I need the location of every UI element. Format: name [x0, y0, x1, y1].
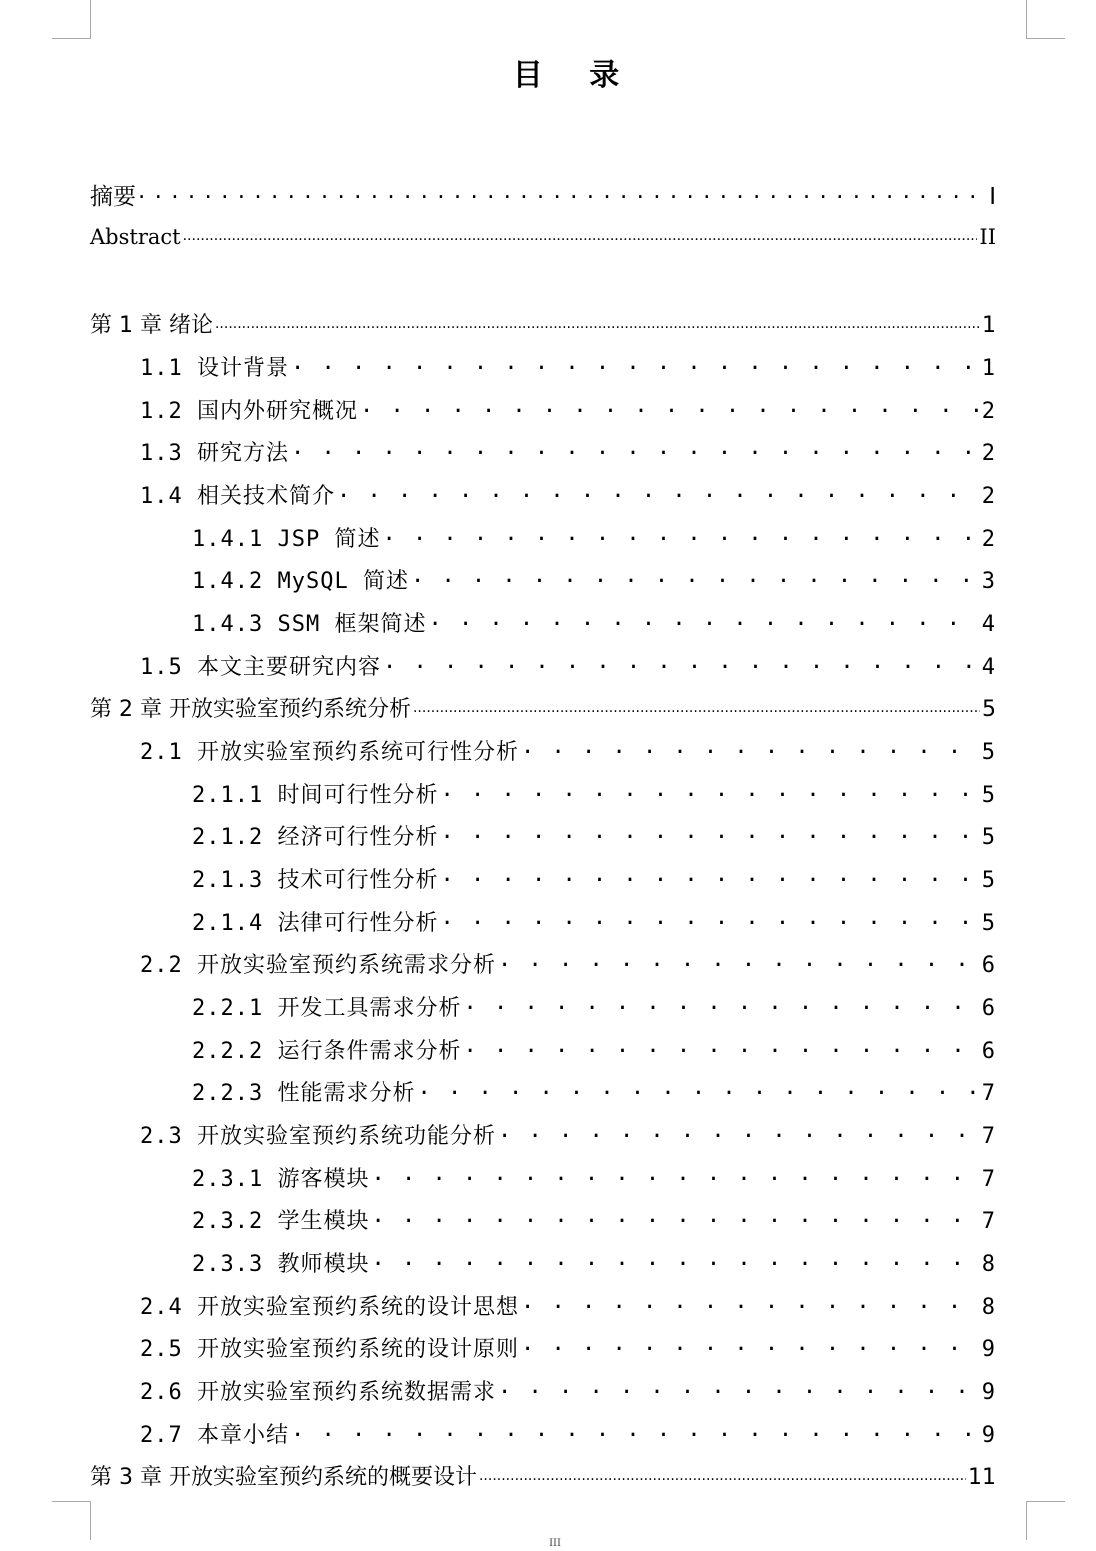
toc-entry-page: 2 [981, 527, 996, 552]
toc-entry-page: 6 [981, 996, 996, 1021]
toc-entry-label: 2.1.3 技术可行性分析 [192, 868, 439, 893]
toc-leader-dots [138, 181, 987, 204]
toc-entry-label: 1.4.1 JSP 简述 [192, 527, 381, 552]
crop-mark-top-left [52, 0, 91, 39]
toc-leader-dots [498, 1377, 980, 1399]
toc-entry-2-5[interactable] [140, 1332, 996, 1362]
toc-leader-dots [521, 1292, 980, 1314]
toc-leader-dots [371, 1206, 979, 1228]
toc-entry-label: 2.1.4 法律可行性分析 [192, 911, 439, 936]
toc-entry-2-2[interactable] [140, 948, 996, 978]
toc-entry-page: 4 [981, 655, 996, 680]
toc-entry-2-2-3[interactable] [192, 1076, 996, 1106]
toc-leader-dots [417, 1078, 979, 1100]
toc-entry-label: 1.2 国内外研究概况 [140, 399, 358, 424]
toc-leader-dots [463, 1036, 979, 1058]
toc-leader-dots [521, 737, 980, 759]
toc-entry-label: 2.5 开放实验室预约系统的设计原则 [140, 1337, 519, 1362]
toc-entry-abstract-cn[interactable] [90, 178, 996, 208]
crop-mark-top-right [1026, 0, 1065, 39]
toc-entry-page: II [979, 225, 996, 249]
toc-entry-label: 1.4.2 MySQL 简述 [192, 569, 409, 594]
toc-entry-1-5[interactable] [140, 650, 996, 680]
toc-entry-2-3-3[interactable] [192, 1247, 996, 1277]
toc-leader-dots [215, 310, 980, 332]
toc-entry-page: 7 [981, 1167, 996, 1192]
toc-entry-page: 1 [982, 313, 996, 338]
toc-leader-dots [463, 993, 979, 1015]
toc-entry-1-4[interactable] [140, 479, 996, 509]
toc-entry-page: 11 [968, 1465, 996, 1490]
toc-entry-label: 2.2 开放实验室预约系统需求分析 [140, 953, 496, 978]
toc-leader-dots [440, 780, 979, 802]
toc-entry-chapter-1[interactable] [90, 308, 996, 338]
toc-entry-label: 2.4 开放实验室预约系统的设计思想 [140, 1295, 519, 1320]
toc-entry-2-1[interactable] [140, 735, 996, 765]
toc-entry-label: 2.1.1 时间可行性分析 [192, 783, 439, 808]
toc-entry-2-1-1[interactable] [192, 778, 996, 808]
toc-entry-2-1-2[interactable] [192, 820, 996, 850]
toc-entry-label: 2.2.3 性能需求分析 [192, 1081, 416, 1106]
crop-mark-bottom-right [1026, 1501, 1065, 1540]
toc-entry-chapter-3[interactable] [90, 1460, 996, 1490]
toc-entry-page: 5 [981, 825, 996, 850]
toc-entry-page: 8 [981, 1295, 996, 1320]
toc-entry-label: 2.3.2 学生模块 [192, 1209, 370, 1234]
toc-entry-page: 5 [981, 783, 996, 808]
page-title: 目 录 [512, 58, 638, 93]
toc-leader-dots [411, 566, 980, 588]
toc-leader-dots [382, 524, 979, 546]
toc-leader-dots [383, 652, 980, 674]
toc-entry-label: 2.7 本章小结 [140, 1423, 289, 1448]
toc-leader-dots [498, 1121, 980, 1143]
toc-entry-label: Abstract [90, 225, 181, 249]
toc-leader-dots [413, 694, 980, 716]
toc-entry-page: 3 [981, 569, 996, 594]
toc-entry-label: 2.1 开放实验室预约系统可行性分析 [140, 740, 519, 765]
toc-entry-page: 2 [981, 484, 996, 509]
toc-entry-chapter-2[interactable] [90, 692, 996, 722]
toc-entry-page: 9 [981, 1380, 996, 1405]
toc-leader-dots [371, 1164, 979, 1186]
toc-entry-page: 7 [981, 1124, 996, 1149]
toc-entry-1-2[interactable] [140, 394, 996, 424]
toc-entry-page: 7 [981, 1081, 996, 1106]
toc-entry-page: 1 [981, 356, 996, 381]
toc-leader-dots [440, 822, 979, 844]
toc-leader-dots [479, 1462, 966, 1484]
toc-entry-label: 摘要 [90, 184, 136, 210]
toc-entry-label: 1.1 设计背景 [140, 356, 289, 381]
toc-entry-page: 7 [981, 1209, 996, 1234]
page-number-footer: III [549, 1538, 561, 1549]
toc-entry-abstract-en[interactable] [90, 223, 996, 253]
toc-entry-label: 2.2.2 运行条件需求分析 [192, 1039, 462, 1064]
toc-entry-page: 6 [981, 953, 996, 978]
toc-leader-dots [440, 865, 979, 887]
toc-entry-label: 第 3 章 开放实验室预约系统的概要设计 [90, 1465, 477, 1490]
toc-leader-dots [428, 609, 979, 631]
toc-entry-page: 9 [981, 1337, 996, 1362]
toc-entry-label: 2.2.1 开发工具需求分析 [192, 996, 462, 1021]
toc-entry-2-6[interactable] [140, 1375, 996, 1405]
toc-entry-1-4-2[interactable] [192, 564, 996, 594]
toc-entry-label: 2.6 开放实验室预约系统数据需求 [140, 1380, 496, 1405]
toc-entry-label: 1.5 本文主要研究内容 [140, 655, 381, 680]
toc-entry-label: 2.3.1 游客模块 [192, 1167, 370, 1192]
toc-entry-page: 4 [981, 612, 996, 637]
toc-entry-label: 第 2 章 开放实验室预约系统分析 [90, 697, 411, 722]
toc-entry-label: 1.3 研究方法 [140, 441, 289, 466]
toc-entry-2-2-1[interactable] [192, 991, 996, 1021]
toc-entry-2-7[interactable] [140, 1418, 996, 1448]
toc-leader-dots [337, 481, 980, 503]
toc-leader-dots [498, 950, 980, 972]
toc-entry-2-3[interactable] [140, 1119, 996, 1149]
toc-leader-dots [360, 396, 980, 418]
toc-entry-2-4[interactable] [140, 1290, 996, 1320]
toc-entry-page: 2 [981, 399, 996, 424]
toc-entry-2-1-4[interactable] [192, 906, 996, 936]
crop-mark-bottom-left [52, 1501, 91, 1540]
toc-entry-1-4-1[interactable] [192, 522, 996, 552]
toc-entry-label: 1.4 相关技术简介 [140, 484, 335, 509]
toc-leader-dots [440, 908, 979, 930]
toc-entry-2-2-2[interactable] [192, 1034, 996, 1064]
toc-entry-label: 2.1.2 经济可行性分析 [192, 825, 439, 850]
toc-entry-page: 5 [981, 911, 996, 936]
toc-entry-label: 1.4.3 SSM 框架简述 [192, 612, 427, 637]
toc-entry-label: 第 1 章 绪论 [90, 313, 213, 338]
toc-entry-page: 8 [981, 1252, 996, 1277]
toc-leader-dots [291, 1420, 980, 1442]
toc-leader-dots [183, 223, 978, 244]
toc-entry-1-3[interactable] [140, 436, 996, 466]
toc-entry-label: 2.3.3 教师模块 [192, 1252, 370, 1277]
toc-leader-dots [521, 1334, 980, 1356]
toc-leader-dots [291, 353, 980, 375]
toc-entry-page: 5 [982, 697, 996, 722]
toc-entry-1-1[interactable] [140, 351, 996, 381]
toc-entry-2-1-3[interactable] [192, 863, 996, 893]
toc-entry-page: I [989, 184, 996, 210]
toc-entry-2-3-2[interactable] [192, 1204, 996, 1234]
toc-leader-dots [291, 438, 980, 460]
toc-entry-label: 2.3 开放实验室预约系统功能分析 [140, 1124, 496, 1149]
toc-entry-page: 9 [981, 1423, 996, 1448]
toc-entry-1-4-3[interactable] [192, 607, 996, 637]
toc-entry-page: 5 [981, 740, 996, 765]
toc-entry-page: 5 [981, 868, 996, 893]
toc-entry-2-3-1[interactable] [192, 1162, 996, 1192]
toc-entry-page: 6 [981, 1039, 996, 1064]
toc-entry-page: 2 [981, 441, 996, 466]
toc-leader-dots [371, 1249, 979, 1271]
